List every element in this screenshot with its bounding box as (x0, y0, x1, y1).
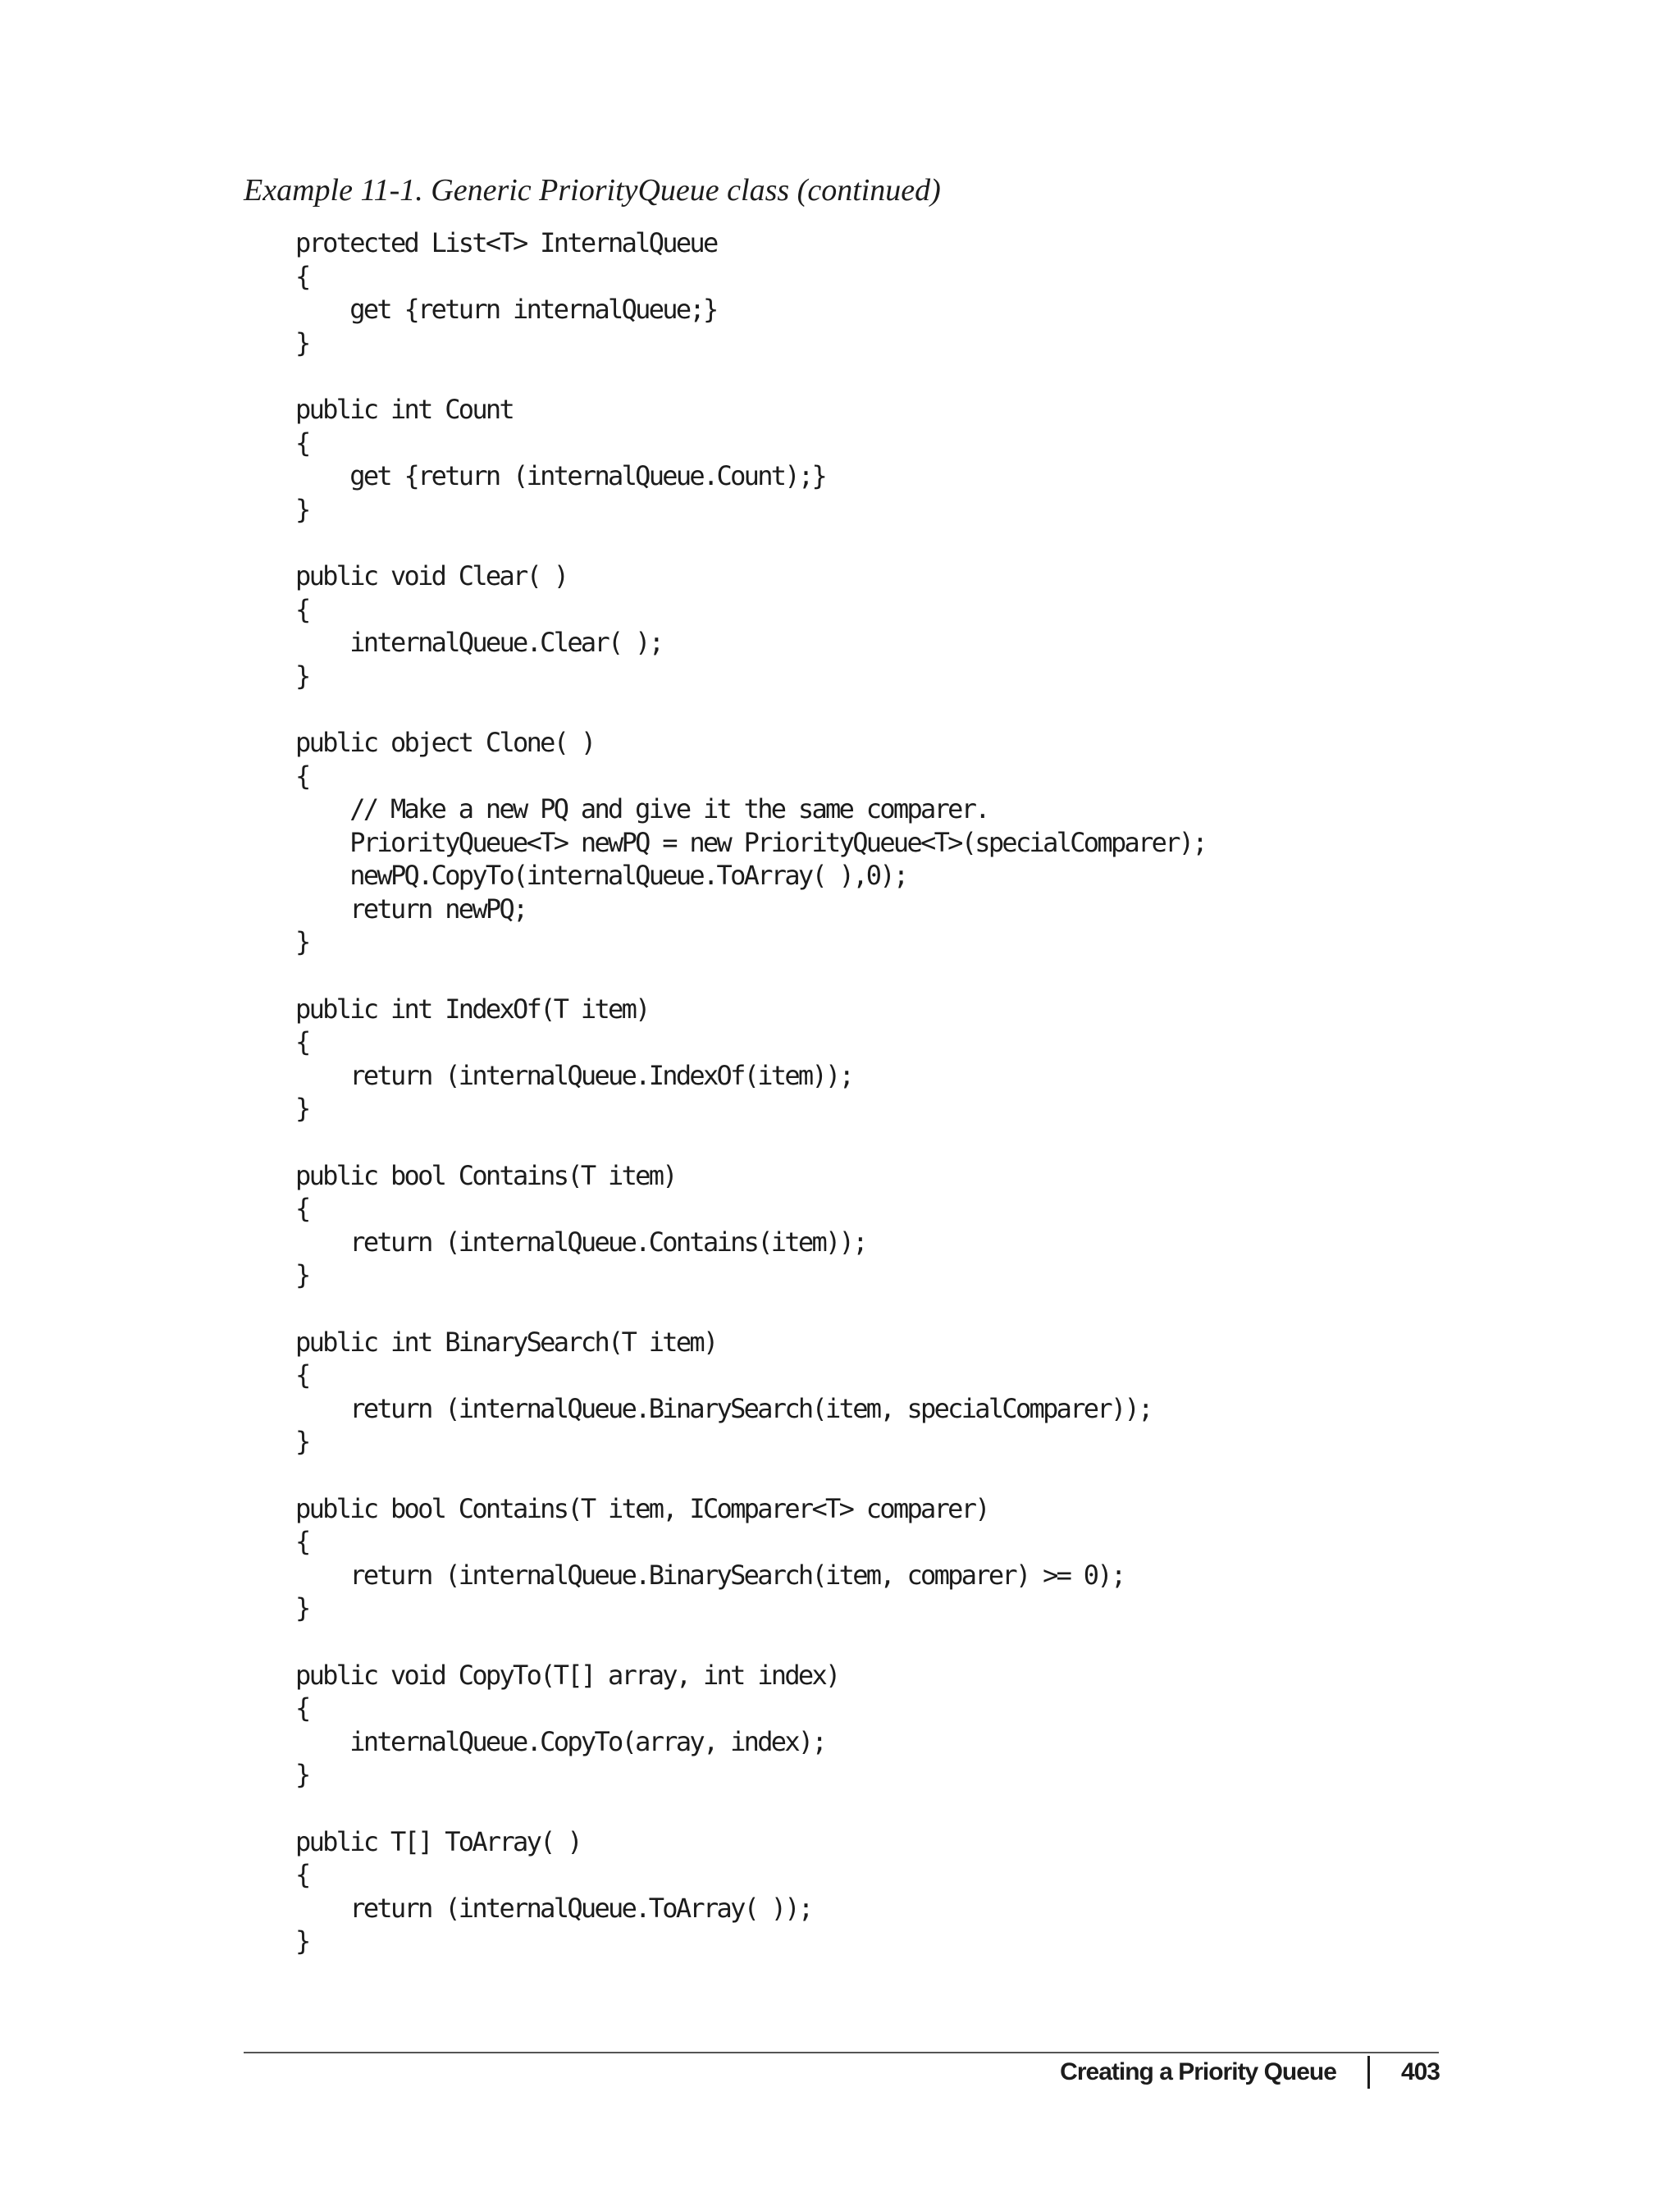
code-line: } (295, 1925, 309, 1957)
code-line (295, 1792, 1206, 1825)
code-line (295, 359, 1206, 393)
code-line: { (295, 760, 309, 792)
code-line: return (internalQueue.Contains(item)); (295, 1226, 866, 1258)
code-line (295, 1625, 1206, 1659)
code-line: return (internalQueue.BinarySearch(item, specialComparer)); (295, 1392, 1152, 1424)
code-line: newPQ.CopyTo(internalQueue.ToArray( ),0); (295, 860, 907, 892)
code-line: { (295, 1193, 309, 1225)
code-line: { (295, 1859, 309, 1891)
code-line: { (295, 260, 309, 292)
code-line: { (295, 427, 309, 459)
code-line: PriorityQueue<T> newPQ = new PriorityQueue<T>(specialComparer); (295, 826, 1206, 858)
code-line (295, 959, 1206, 993)
code-line: } (295, 1592, 309, 1624)
page-number: 403 (1400, 2058, 1440, 2085)
code-line: public int BinarySearch(T item) (295, 1326, 717, 1358)
code-line: protected List<T> InternalQueue (295, 227, 717, 258)
example-caption: Example 11-1. Generic PriorityQueue class (continued) (244, 173, 941, 208)
code-line: public void CopyTo(T[] array, int index) (295, 1659, 839, 1691)
code-line: { (295, 593, 309, 625)
code-line (295, 1126, 1206, 1159)
code-line: public void Clear( ) (295, 559, 568, 591)
code-line: { (295, 1692, 309, 1724)
code-line: { (295, 1359, 309, 1391)
code-line: public T[] ToArray( ) (295, 1825, 581, 1857)
code-line: public bool Contains(T item, IComparer<T> comparer) (295, 1492, 988, 1524)
code-line: // Make a new PQ and give it the same comparer. (295, 793, 988, 825)
code-line: } (295, 1093, 309, 1125)
code-line: return (internalQueue.BinarySearch(item, comparer) >= 0); (295, 1559, 1125, 1591)
code-line: { (295, 1526, 309, 1558)
code-line: internalQueue.CopyTo(array, index); (295, 1725, 826, 1757)
running-footer-title: Creating a Priority Queue (1060, 2058, 1336, 2085)
code-line: public bool Contains(T item) (295, 1159, 676, 1191)
page-footer (1060, 2051, 1440, 2094)
code-line: } (295, 1259, 309, 1291)
code-line: get {return (internalQueue.Count);} (295, 460, 826, 492)
code-line: public object Clone( ) (295, 726, 595, 758)
code-line: return (internalQueue.ToArray( )); (295, 1892, 812, 1924)
code-line: return (internalQueue.IndexOf(item)); (295, 1059, 853, 1091)
code-line: } (295, 493, 309, 525)
code-line: return newPQ; (295, 893, 527, 925)
code-line: public int Count (295, 393, 514, 425)
code-line: } (295, 327, 309, 359)
code-line: } (295, 1759, 309, 1791)
footer-separator (1367, 2056, 1370, 2089)
code-line: public int IndexOf(T item) (295, 993, 649, 1025)
code-line: { (295, 1026, 309, 1058)
code-line (295, 526, 1206, 559)
code-line: } (295, 660, 309, 692)
code-line (295, 1459, 1206, 1492)
code-line: } (295, 926, 309, 958)
code-line (295, 1292, 1206, 1326)
code-line: get {return internalQueue;} (295, 294, 717, 326)
code-line: } (295, 1426, 309, 1458)
code-line (295, 692, 1206, 726)
code-line: internalQueue.Clear( ); (295, 627, 663, 659)
code-listing (295, 226, 1206, 1958)
